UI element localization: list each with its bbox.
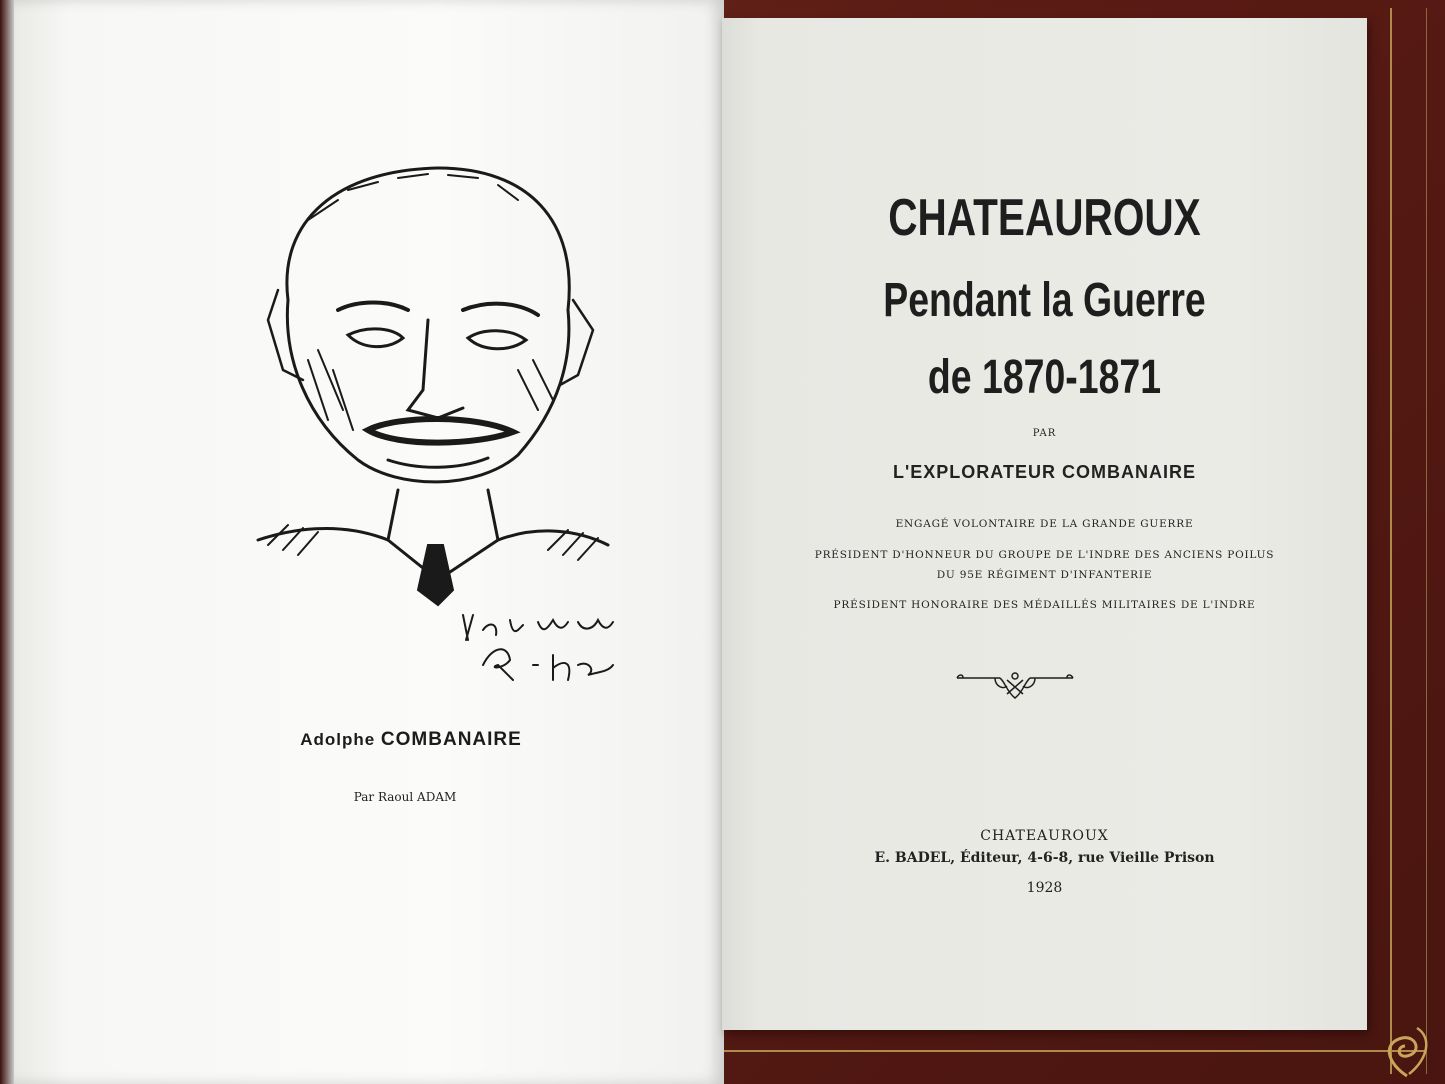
publication-year: 1928: [1026, 880, 1063, 896]
caption-last-name: COMBANAIRE: [380, 729, 522, 750]
author-subtitle-3: DU 95E RÉGIMENT D'INFANTERIE: [936, 569, 1153, 581]
par-label: PAR: [1032, 428, 1057, 439]
author-subtitle-2: PRÉSIDENT D'HONNEUR DU GROUPE DE L'INDRE DES ANCIENS POILUS: [814, 549, 1275, 561]
author-subtitle-4: PRÉSIDENT HONORAIRE DES MÉDAILLÉS MILITAIRES DE L'INDRE: [833, 599, 1256, 611]
portrait-caption-name: [226, 729, 596, 751]
cover-gilt-border-bottom: [700, 1050, 1425, 1070]
title-line-1: CHATEAUROUX: [888, 189, 1201, 247]
publication-city: CHATEAUROUX: [980, 828, 1109, 844]
caption-first-name: Adolphe: [300, 730, 376, 749]
portrait-artist-credit: Par Raoul ADAM: [353, 790, 457, 804]
gilt-corner-ornament-icon: [1377, 1008, 1437, 1078]
cover-gilt-border: [1390, 8, 1427, 1074]
fleuron-ornament-icon: [955, 668, 1075, 704]
portrait-sketch-icon: [248, 160, 628, 690]
title-line-2: Pendant la Guerre: [883, 274, 1206, 327]
author-name: L'EXPLORATEUR COMBANAIRE: [893, 462, 1196, 482]
publisher-line: E. BADEL, Éditeur, 4-6-8, rue Vieille Prison: [874, 850, 1215, 866]
author-subtitle-1: ENGAGÉ VOLONTAIRE DE LA GRANDE GUERRE: [895, 518, 1194, 530]
page-edge: [0, 0, 14, 1084]
title-line-3: de 1870-1871: [927, 351, 1162, 404]
